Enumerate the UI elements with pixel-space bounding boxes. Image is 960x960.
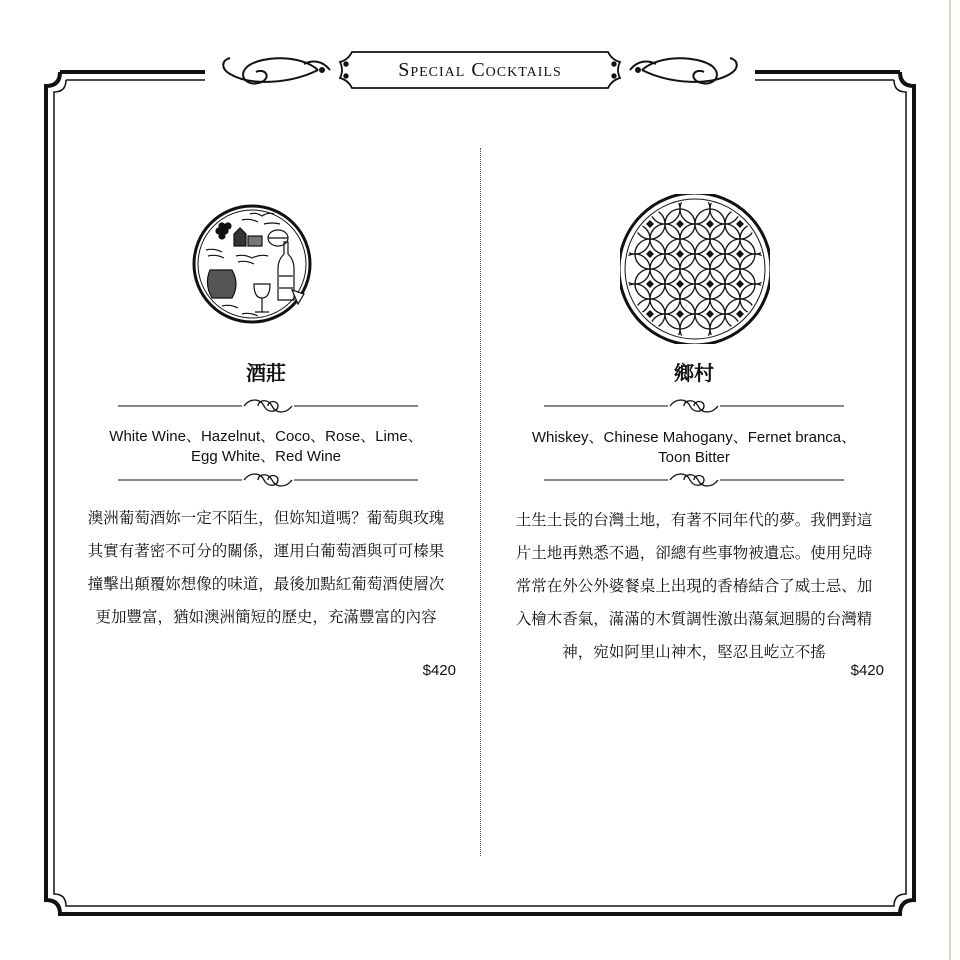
ingredients-line: Egg White、Red Wine: [190, 448, 342, 465]
right-header-ornament-icon: [630, 58, 737, 84]
description-line: 撞擊出顛覆妳想像的味道，最後加點紅葡萄酒使層次: [87, 575, 445, 593]
description-line: 土生土長的台灣土地，有著不同年代的夢。我們對這: [515, 511, 873, 529]
description-line: 澳洲葡萄酒妳一定不陌生，但妳知道嗎？葡萄與玫瑰: [87, 509, 445, 527]
ingredients-list: [66, 427, 466, 467]
wine-sketch-medallion-icon: [192, 194, 312, 338]
description-line: 入檜木香氣，滿滿的木質調性激出蕩氣迴腸的台灣精: [515, 610, 873, 628]
description-line: 更加豐富，猶如澳洲簡短的歷史，充滿豐富的內容: [95, 608, 437, 626]
flourish-divider-icon: [544, 396, 844, 416]
cocktail-price: $420: [422, 662, 456, 679]
cocktail-name: 酒莊: [246, 361, 286, 385]
ingredients-list: [494, 428, 894, 468]
left-header-ornament-icon: [223, 58, 330, 84]
cocktail-description: [66, 502, 466, 634]
menu-section-title: Special Cocktails: [398, 58, 562, 81]
flourish-divider-icon: [118, 470, 418, 490]
column-divider: [480, 148, 481, 856]
cocktail-description: [494, 504, 894, 669]
ingredients-line: White Wine、Hazelnut、Coco、Rose、Lime、: [109, 428, 423, 445]
description-line: 常常在外公外婆餐桌上出現的香椿結合了威士忌、加: [515, 577, 873, 595]
description-line: 片土地再熟悉不過，卻總有些事物被遺忘。使用兒時: [515, 544, 873, 562]
tile-pattern-medallion-icon: [620, 194, 770, 344]
cocktail-name: 鄉村: [674, 361, 714, 385]
cocktail-price: $420: [850, 662, 884, 679]
flourish-divider-icon: [118, 396, 418, 416]
description-line: 神，宛如阿里山神木，堅忍且屹立不搖: [562, 643, 826, 661]
description-line: 其實有著密不可分的關係，運用白葡萄酒與可可榛果: [87, 542, 445, 560]
ingredients-line: Whiskey、Chinese Mahogany、Fernet branca、: [531, 429, 857, 446]
ingredients-line: Toon Bitter: [658, 449, 730, 466]
flourish-divider-icon: [544, 470, 844, 490]
